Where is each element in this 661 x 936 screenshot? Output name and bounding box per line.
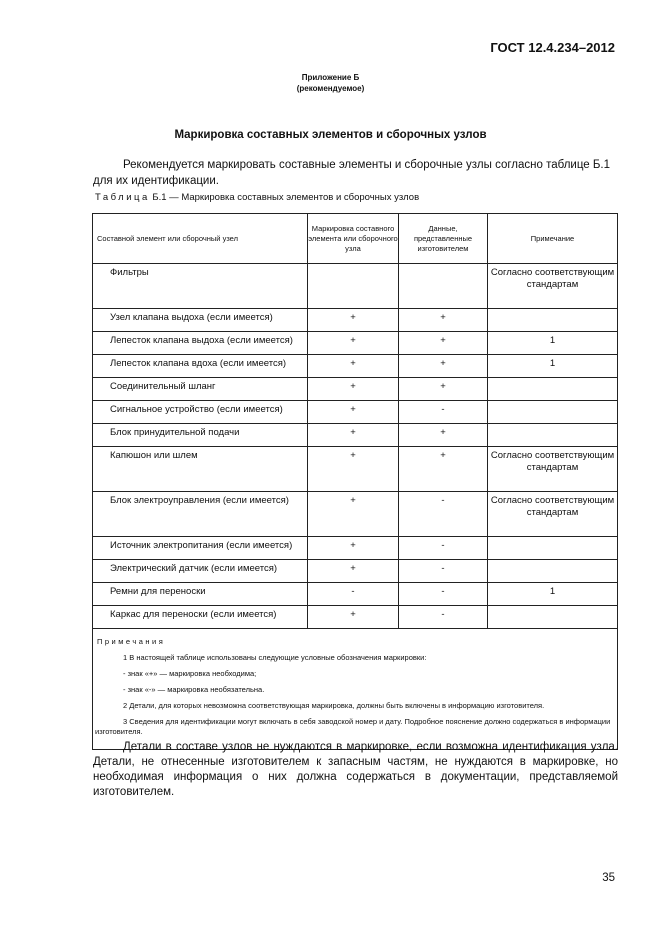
cell-note: 1 xyxy=(488,583,618,606)
closing-paragraph: Детали в составе узлов не нуждаются в маркировке, если возможна идентификация узла. Детали, не отнесенные изготовителем к запасным частям, не нуждаются в маркировке, но необходимая информация о них должна содержаться в документации, представляемой изготовителем. xyxy=(93,741,618,798)
cell-note xyxy=(488,424,618,447)
col-header-element: Составной элемент или сборочный узел xyxy=(93,214,308,264)
cell-marking: + xyxy=(308,606,399,629)
cell-marking: + xyxy=(308,424,399,447)
cell-element: Сигнальное устройство (если имеется) xyxy=(93,401,308,424)
cell-element: Блок принудительной подачи xyxy=(93,424,308,447)
table-caption-prefix: Таблица xyxy=(95,192,150,203)
cell-note: 1 xyxy=(488,355,618,378)
cell-element: Фильтры xyxy=(93,264,308,309)
table-row xyxy=(93,424,618,447)
marking-table xyxy=(92,213,618,750)
note-item: - знак «-» — маркировка необязательна. xyxy=(123,685,265,694)
col-header-note: Примечание xyxy=(488,214,618,264)
appendix-status: (рекомендуемое) xyxy=(296,84,365,93)
cell-marking xyxy=(308,264,399,309)
cell-data: + xyxy=(399,309,488,332)
note-item: 1 В настоящей таблице использованы следующие условные обозначения маркировки: xyxy=(123,653,427,662)
cell-note xyxy=(488,309,618,332)
standard-number: ГОСТ 12.4.234–2012 xyxy=(490,40,615,55)
table-row xyxy=(93,560,618,583)
cell-marking: + xyxy=(308,447,399,492)
cell-data xyxy=(399,264,488,309)
cell-data: - xyxy=(399,537,488,560)
table-notes xyxy=(93,629,618,750)
cell-element: Блок электроуправления (если имеется) xyxy=(93,492,308,537)
col-header-marking: Маркировка составного элемента или сборочного узла xyxy=(308,214,399,264)
note-item: - знак «+» — маркировка необходима; xyxy=(123,669,257,678)
cell-marking: + xyxy=(308,309,399,332)
note-item: 3 Сведения для идентификации могут включать в себя заводской номер и дату. Подробное пояснение должно содержаться в информации изготовителя. xyxy=(95,717,611,736)
appendix-heading xyxy=(0,72,661,94)
cell-data: - xyxy=(399,583,488,606)
cell-element: Лепесток клапана выдоха (если имеется) xyxy=(93,332,308,355)
cell-data: + xyxy=(399,447,488,492)
cell-marking: - xyxy=(308,583,399,606)
cell-note: Согласно соответствующим стандартам xyxy=(488,264,618,309)
page-number: 35 xyxy=(602,872,615,884)
cell-note: Согласно соответствующим стандартам xyxy=(488,492,618,537)
cell-note xyxy=(488,537,618,560)
cell-note xyxy=(488,606,618,629)
cell-data: + xyxy=(399,355,488,378)
cell-note xyxy=(488,378,618,401)
table-row xyxy=(93,355,618,378)
cell-element: Ремни для переноски xyxy=(93,583,308,606)
appendix-label: Приложение Б xyxy=(301,73,360,82)
table-row xyxy=(93,492,618,537)
cell-note xyxy=(488,560,618,583)
table-notes-row xyxy=(93,629,618,750)
table-row xyxy=(93,401,618,424)
intro-paragraph: Рекомендуется маркировать составные элементы и сборочные узлы согласно таблице Б.1 для их идентификации. xyxy=(93,159,611,187)
table-row xyxy=(93,447,618,492)
cell-element: Соединительный шланг xyxy=(93,378,308,401)
cell-data: - xyxy=(399,401,488,424)
table-caption-text: Б.1 — Маркировка составных элементов и сборочных узлов xyxy=(149,192,420,203)
table-caption xyxy=(95,192,419,203)
section-title: Маркировка составных элементов и сборочных узлов xyxy=(174,129,487,141)
cell-element: Источник электропитания (если имеется) xyxy=(93,537,308,560)
table-row xyxy=(93,537,618,560)
table-row xyxy=(93,378,618,401)
cell-data: - xyxy=(399,492,488,537)
table-row xyxy=(93,332,618,355)
cell-data: + xyxy=(399,332,488,355)
cell-marking: + xyxy=(308,355,399,378)
cell-data: - xyxy=(399,560,488,583)
cell-marking: + xyxy=(308,378,399,401)
cell-element: Каркас для переноски (если имеется) xyxy=(93,606,308,629)
col-header-data: Данные, представленные изготовителем xyxy=(399,214,488,264)
cell-element: Электрический датчик (если имеется) xyxy=(93,560,308,583)
table-row xyxy=(93,583,618,606)
cell-marking: + xyxy=(308,537,399,560)
note-item: 2 Детали, для которых невозможна соответствующая маркировка, должны быть включены в информацию изготовителя. xyxy=(123,701,545,710)
cell-note: Согласно соответствующим стандартам xyxy=(488,447,618,492)
notes-heading: Примечания xyxy=(97,637,166,646)
table-row xyxy=(93,309,618,332)
cell-marking: + xyxy=(308,492,399,537)
cell-marking: + xyxy=(308,560,399,583)
cell-data: + xyxy=(399,424,488,447)
cell-data: - xyxy=(399,606,488,629)
cell-element: Капюшон или шлем xyxy=(93,447,308,492)
table-header-row xyxy=(93,214,618,264)
cell-element: Узел клапана выдоха (если имеется) xyxy=(93,309,308,332)
cell-note xyxy=(488,401,618,424)
table-row xyxy=(93,264,618,309)
cell-note: 1 xyxy=(488,332,618,355)
cell-marking: + xyxy=(308,401,399,424)
cell-element: Лепесток клапана вдоха (если имеется) xyxy=(93,355,308,378)
cell-data: + xyxy=(399,378,488,401)
table-row xyxy=(93,606,618,629)
cell-marking: + xyxy=(308,332,399,355)
